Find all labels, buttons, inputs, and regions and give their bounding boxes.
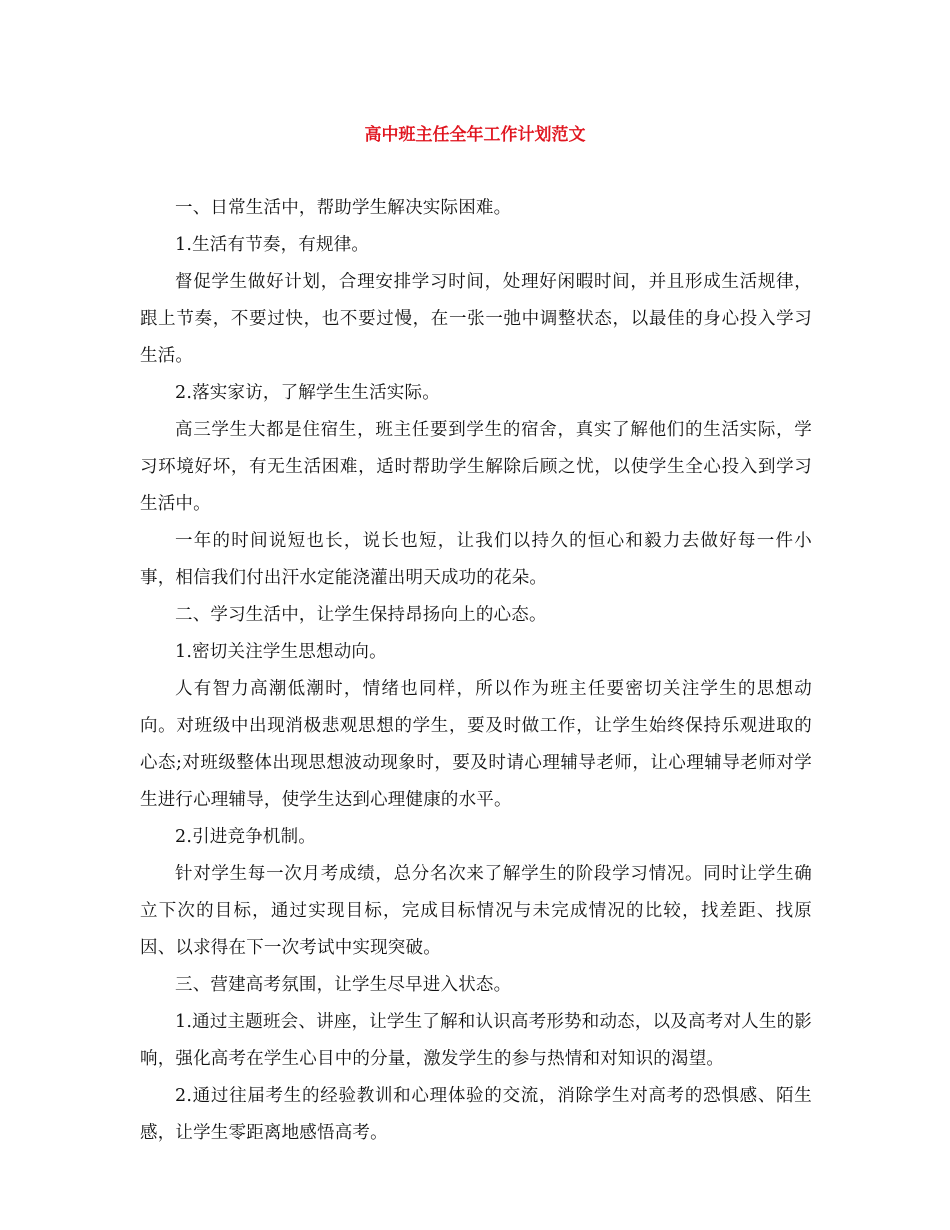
paragraph-section-3-heading: 三、营建高考氛围，让学生尽早进入状态。 — [175, 975, 512, 995]
paragraph-body: 高三学生大都是住宿生，班主任要到学生的宿舍，真实了解他们的生活实际，学习环境好坏，有无生活困难，适时帮助学生解除后顾之忧，以使学生全心投入到学习生活中。 — [140, 420, 812, 514]
paragraph-body: 督促学生做好计划，合理安排学习时间，处理好闲暇时间，并且形成生活规律，跟上节奏，不要过快，也不要过慢，在一张一弛中调整状态，以最佳的身心投入学习生活。 — [140, 272, 812, 366]
paragraph-section-2-heading: 二、学习生活中，让学生保持昂扬向上的心态。 — [175, 605, 547, 625]
document-title: 高中班主任全年工作计划范文 — [364, 125, 586, 145]
document-body — [140, 190, 812, 1152]
paragraph-item-2-1: 1.密切关注学生思想动向。 — [175, 642, 387, 662]
paragraph-item-3-1: 1.通过主题班会、讲座，让学生了解和认识高考形势和动态，以及高考对人生的影响，强化高考在学生心目中的分量，激发学生的参与热情和对知识的渴望。 — [140, 1012, 812, 1069]
paragraph-item-2-2: 2.引进竞争机制。 — [175, 827, 316, 847]
paragraph-body: 人有智力高潮低潮时，情绪也同样，所以作为班主任要密切关注学生的思想动向。对班级中出现消极悲观思想的学生，要及时做工作，让学生始终保持乐观进取的心态;对班级整体出现思想波动现象时，要及时请心理辅导老师，让心理辅导老师对学生进行心理辅导，使学生达到心理健康的水平。 — [140, 679, 812, 810]
paragraph-item-3-2: 2.通过往届考生的经验教训和心理体验的交流，消除学生对高考的恐惧感、陌生感，让学生零距离地感悟高考。 — [140, 1086, 812, 1143]
paragraph-item-1-1: 1.生活有节奏，有规律。 — [175, 235, 370, 255]
paragraph-item-1-2: 2.落实家访，了解学生生活实际。 — [175, 383, 440, 403]
paragraph-body: 一年的时间说短也长，说长也短，让我们以持久的恒心和毅力去做好每一件小事，相信我们付出汗水定能浇灌出明天成功的花朵。 — [140, 531, 812, 588]
paragraph-body: 针对学生每一次月考成绩，总分名次来了解学生的阶段学习情况。同时让学生确立下次的目标，通过实现目标，完成目标情况与未完成情况的比较，找差距、找原因、以求得在下一次考试中实现突破。 — [140, 864, 812, 958]
paragraph-section-1-heading: 一、日常生活中，帮助学生解决实际困难。 — [175, 198, 512, 218]
